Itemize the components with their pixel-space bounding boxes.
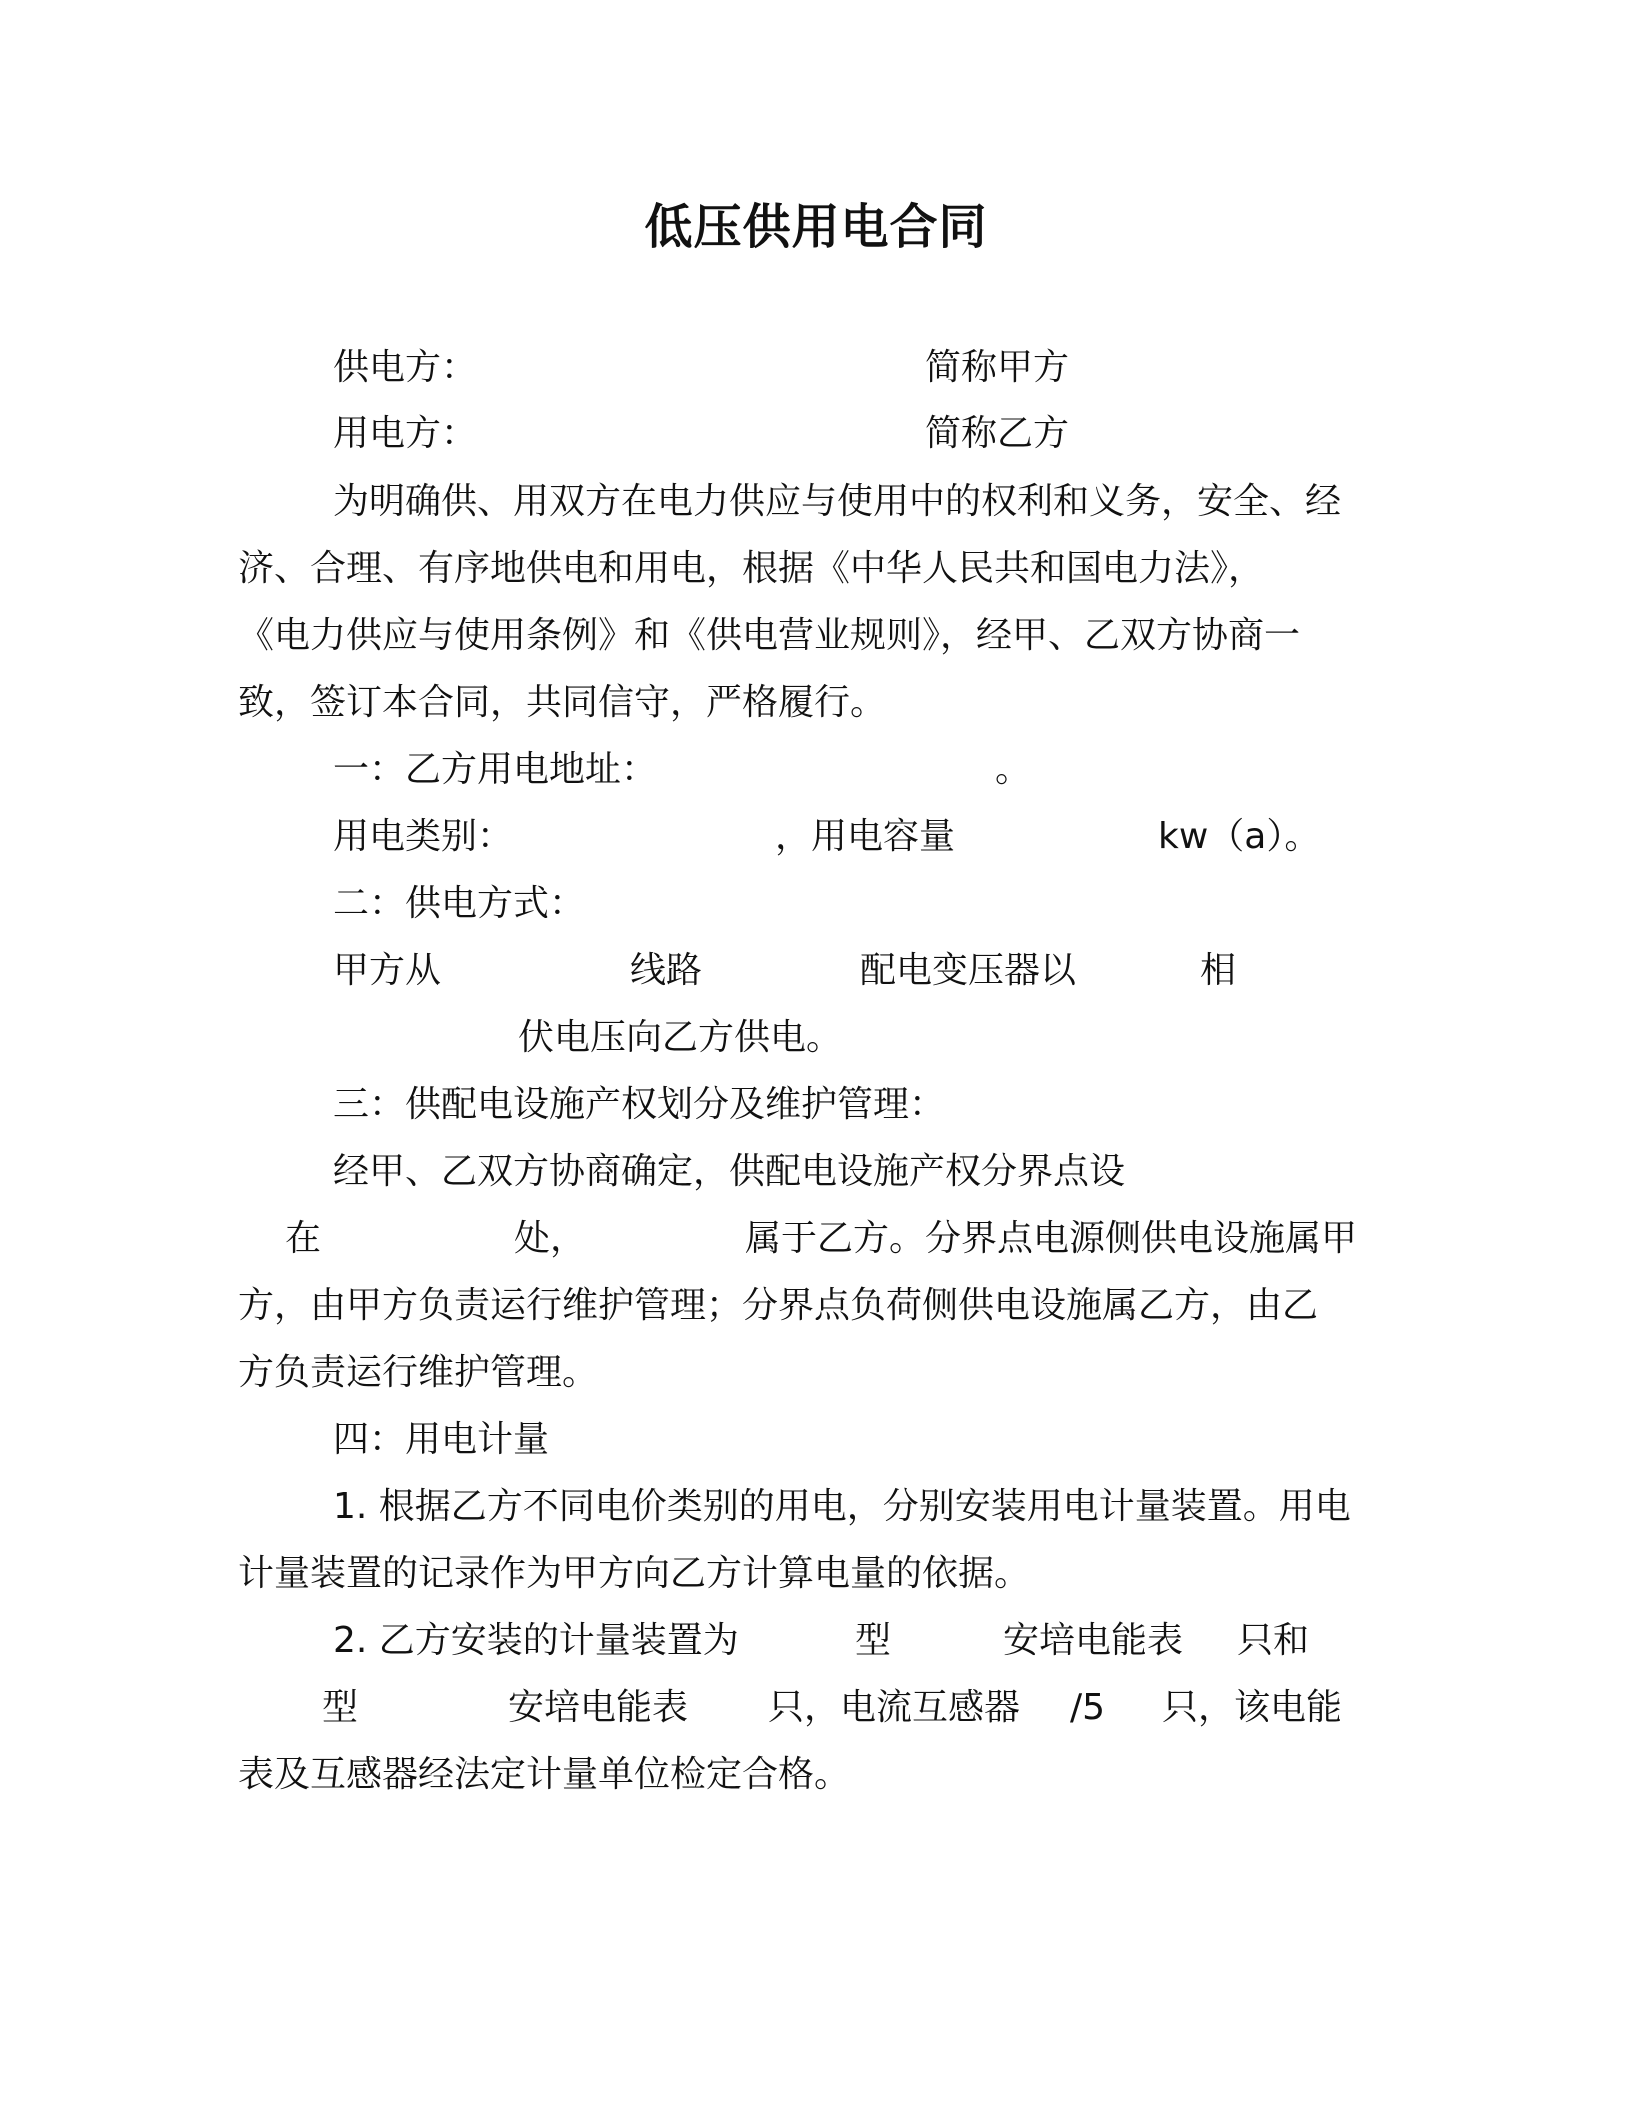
meter-amp-2: 安培电能表 — [508, 1687, 689, 1728]
capacity-label: ，用电容量 — [775, 816, 956, 857]
supplier-abbr: 简称甲方 — [925, 347, 1070, 388]
section-3-place: 处， — [514, 1218, 587, 1259]
supply-phase: 相 — [1200, 950, 1237, 991]
ct-count: 只，该电能 — [1162, 1687, 1343, 1728]
category-label: 用电类别： — [333, 816, 514, 857]
section-3-line-2-rest: 属于乙方。分界点电源侧供电设施属甲 — [745, 1218, 1358, 1259]
section-3-heading: 三：供配电设施产权划分及维护管理： — [333, 1084, 946, 1125]
meter-type-1: 型 — [855, 1620, 892, 1661]
section-4-heading: 四：用电计量 — [333, 1419, 550, 1460]
section-1-heading: 一：乙方用电地址： — [333, 749, 658, 790]
capacity-unit: kw（a）。 — [1158, 816, 1321, 857]
supplier-label: 供电方： — [333, 347, 478, 388]
consumer-label: 用电方： — [333, 413, 478, 454]
consumer-abbr: 简称乙方 — [925, 413, 1070, 454]
section-3-at: 在 — [285, 1218, 322, 1259]
meter-intro: 2. 乙方安装的计量装置为 — [333, 1620, 739, 1661]
ct-ratio: /5 — [1070, 1687, 1106, 1728]
preamble-line-4: 致，签订本合同，共同信守，严格履行。 — [238, 682, 887, 723]
meter-count-1: 只和 — [1237, 1620, 1310, 1661]
section-4-p1-line-1: 1. 根据乙方不同电价类别的用电，分别安装用电计量装置。用电 — [333, 1486, 1351, 1527]
preamble-line-1: 为明确供、用双方在电力供应与使用中的权利和义务，安全、经 — [333, 481, 1342, 522]
supply-line: 线路 — [630, 950, 703, 991]
supply-from: 甲方从 — [333, 950, 442, 991]
meter-count-2: 只，电流互感器 — [768, 1687, 1021, 1728]
section-3-line-4: 方负责运行维护管理。 — [238, 1352, 599, 1393]
address-period: 。 — [995, 749, 1032, 790]
supply-voltage: 伏电压向乙方供电。 — [518, 1017, 843, 1058]
section-4-p1-line-2: 计量装置的记录作为甲方向乙方计算电量的依据。 — [238, 1553, 1031, 1594]
section-3-line-3: 方，由甲方负责运行维护管理；分界点负荷侧供电设施属乙方，由乙 — [238, 1285, 1319, 1326]
document-title: 低压供用电合同 — [644, 199, 988, 255]
supply-transformer: 配电变压器以 — [860, 950, 1077, 991]
meter-amp-1: 安培电能表 — [1003, 1620, 1184, 1661]
section-2-heading: 二：供电方式： — [333, 883, 586, 924]
meter-type-2: 型 — [322, 1687, 359, 1728]
preamble-line-3: 《电力供应与使用条例》和《供电营业规则》，经甲、乙双方协商一 — [238, 615, 1301, 656]
section-3-line-1: 经甲、乙双方协商确定，供配电设施产权分界点设 — [333, 1151, 1126, 1192]
section-4-p2-last: 表及互感器经法定计量单位检定合格。 — [238, 1754, 851, 1795]
preamble-line-2: 济、合理、有序地供电和用电，根据《中华人民共和国电力法》， — [238, 548, 1265, 589]
